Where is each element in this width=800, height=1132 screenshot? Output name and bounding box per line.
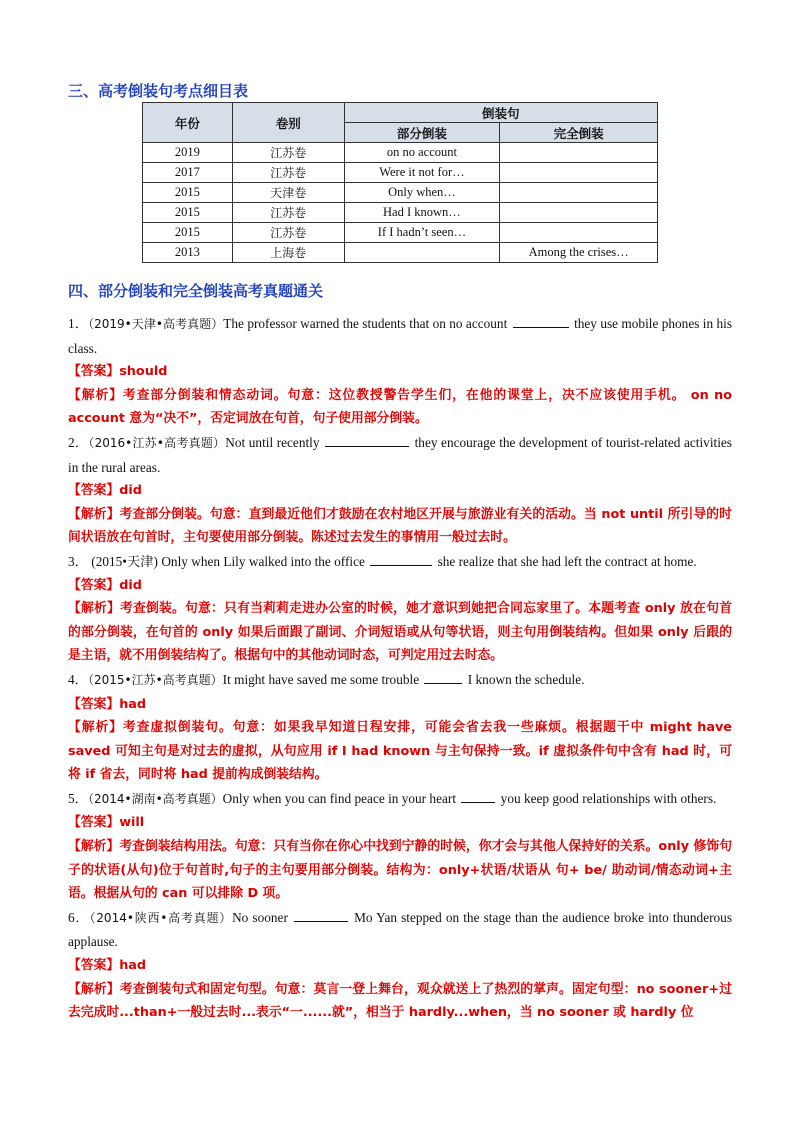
cell-full: Among the crises… <box>500 243 658 263</box>
answer-line: 【答案】had <box>68 958 147 974</box>
answer-line: 【答案】did <box>68 483 142 499</box>
question-number: 1． <box>68 316 89 331</box>
question-list <box>68 312 732 1025</box>
table-row <box>143 183 658 203</box>
header-inversion: 倒装句 <box>344 103 657 123</box>
question-4 <box>68 668 732 693</box>
question-3 <box>68 550 732 574</box>
header-paper: 卷别 <box>232 103 344 143</box>
table-row <box>143 143 658 163</box>
cell-full <box>500 203 658 223</box>
table-row <box>143 223 658 243</box>
answer-line: 【答案】did <box>68 577 142 593</box>
section-title-4: 四、部分倒装和完全倒装高考真题通关 <box>68 282 324 300</box>
question-stem-after: Mo Yan stepped on the stage than the audience broke into thunderous applause. <box>68 909 732 950</box>
cell-full <box>500 223 658 243</box>
cell-paper: 上海卷 <box>232 243 344 263</box>
explanation: 【解析】考查虚拟倒装句。句意：如果我早知道日程安排，可能会省去我一些麻烦。根据题干中 might have saved 可知主句是对过去的虚拟，从句应用 if I had known 与主句保持一致。if 虚拟条件句中含有 had 时，可将 if 省去，同时将 had 提前构成倒装结构。 <box>68 720 732 783</box>
cell-paper: 江苏卷 <box>232 223 344 243</box>
explanation: 【解析】考查倒装。句意：只有当莉莉走进办公室的时候，她才意识到她把合同忘家里了。本题考查 only 放在句首的部分倒装，在句首的 only 如果后面跟了副词、介词短语或从句等状语，则主句用倒装结构。但如果 only 后跟的是主语，就不用倒装结构了。根据句中的其他动词时态，可判定用过去时态。 <box>68 601 732 664</box>
question-stem-before: No sooner <box>232 909 288 925</box>
question-stem-before: Not until recently <box>225 434 320 450</box>
cell-partial: Were it not for… <box>344 163 500 183</box>
answer-blank <box>513 314 569 328</box>
answer-blank <box>461 789 495 803</box>
question-number: 2． <box>68 434 89 450</box>
table-row <box>143 243 658 263</box>
question-source: （2014•湖南•高考真题） <box>87 791 223 806</box>
section-title-3: 三、高考倒装句考点细目表 <box>68 82 249 100</box>
question-source: (2015•天津) <box>91 553 158 569</box>
answer-blank <box>294 908 348 922</box>
question-source: （2014•陕西•高考真题） <box>89 910 233 925</box>
cell-partial: on no account <box>344 143 500 163</box>
header-year: 年份 <box>143 103 233 143</box>
question-stem-after: she realize that she had left the contract at home. <box>437 553 697 569</box>
question-6 <box>68 906 732 954</box>
question-stem-before: Only when you can find peace in your heart <box>222 790 457 806</box>
cell-partial: Had I known… <box>344 203 500 223</box>
table-row <box>143 163 658 183</box>
question-stem-after: you keep good relationships with others. <box>500 790 717 806</box>
table-row <box>143 203 658 223</box>
explanation: 【解析】考查倒装结构用法。句意：只有当你在你心中找到宁静的时候，你才会与其他人保持好的关系。only 修饰句子的状语(从句)位于句首时,句子的主句要用部分倒装。结构为：only+状语/状语从 句+ be/ 助动词/情态动词+主语。根据从句的 can 可以排除 D 项。 <box>68 839 732 902</box>
question-source: （2016•江苏•高考真题） <box>88 435 226 450</box>
cell-year: 2015 <box>143 223 233 243</box>
question-number: 5． <box>68 790 88 806</box>
cell-paper: 江苏卷 <box>232 203 344 223</box>
cell-full <box>500 143 658 163</box>
question-stem-after: they encourage the development of tourist-related activities in the rural areas. <box>68 434 732 475</box>
question-stem-after: they use mobile phones in his class. <box>68 316 733 356</box>
question-number: 3． <box>68 553 88 569</box>
question-5 <box>68 787 732 812</box>
question-1 <box>68 312 732 360</box>
cell-paper: 天津卷 <box>232 183 344 203</box>
header-partial-inversion: 部分倒装 <box>344 123 500 143</box>
explanation: 【解析】考查倒装句式和固定句型。句意：莫言一登上舞台，观众就送上了热烈的掌声。固定句型：no sooner+过去完成时...than+一般过去时...表示“一......就”，相当于 hardly...when，当 no sooner 或 hardly 位 <box>68 981 732 1021</box>
answer-line: 【答案】will <box>68 815 145 831</box>
header-full-inversion: 完全倒装 <box>500 123 658 143</box>
cell-year: 2015 <box>143 183 233 203</box>
answer-blank <box>424 670 462 684</box>
cell-partial <box>344 243 500 263</box>
cell-year: 2017 <box>143 163 233 183</box>
question-stem-before: The professor warned the students that on no account <box>223 316 508 331</box>
cell-year: 2013 <box>143 243 233 263</box>
explanation: 【解析】考查部分倒装。句意：直到最近他们才鼓励在农村地区开展与旅游业有关的活动。当 not until 所引导的时间状语放在句首时，主句要使用部分倒装。陈述过去发生的事情用一般过去时。 <box>68 506 732 546</box>
question-stem-after: I known the schedule. <box>467 671 585 687</box>
question-stem-before: Only when Lily walked into the office <box>161 553 365 569</box>
cell-paper: 江苏卷 <box>232 143 344 163</box>
question-2 <box>68 431 732 479</box>
cell-partial: If I hadn’t seen… <box>344 223 500 243</box>
question-number: 6． <box>68 909 90 925</box>
question-number: 4． <box>68 671 88 687</box>
cell-paper: 江苏卷 <box>232 163 344 183</box>
question-stem-before: It might have saved me some trouble <box>222 671 420 687</box>
question-source: （2019•天津•高考真题） <box>88 317 224 331</box>
cell-full <box>500 163 658 183</box>
answer-line: 【答案】should <box>68 364 168 380</box>
answer-blank <box>325 433 409 447</box>
answer-blank <box>370 552 432 566</box>
cell-partial: Only when… <box>344 183 500 203</box>
cell-full <box>500 183 658 203</box>
explanation: 【解析】考查部分倒装和情态动词。句意：这位教授警告学生们，在他的课堂上，决不应该使用手机。 on no account 意为“决不”，否定词放在句首，句子使用部分倒装。 <box>68 387 732 427</box>
inversion-exam-table <box>142 102 658 263</box>
cell-year: 2015 <box>143 203 233 223</box>
answer-line: 【答案】had <box>68 696 147 712</box>
cell-year: 2019 <box>143 143 233 163</box>
question-source: （2015•江苏•高考真题） <box>87 672 223 687</box>
